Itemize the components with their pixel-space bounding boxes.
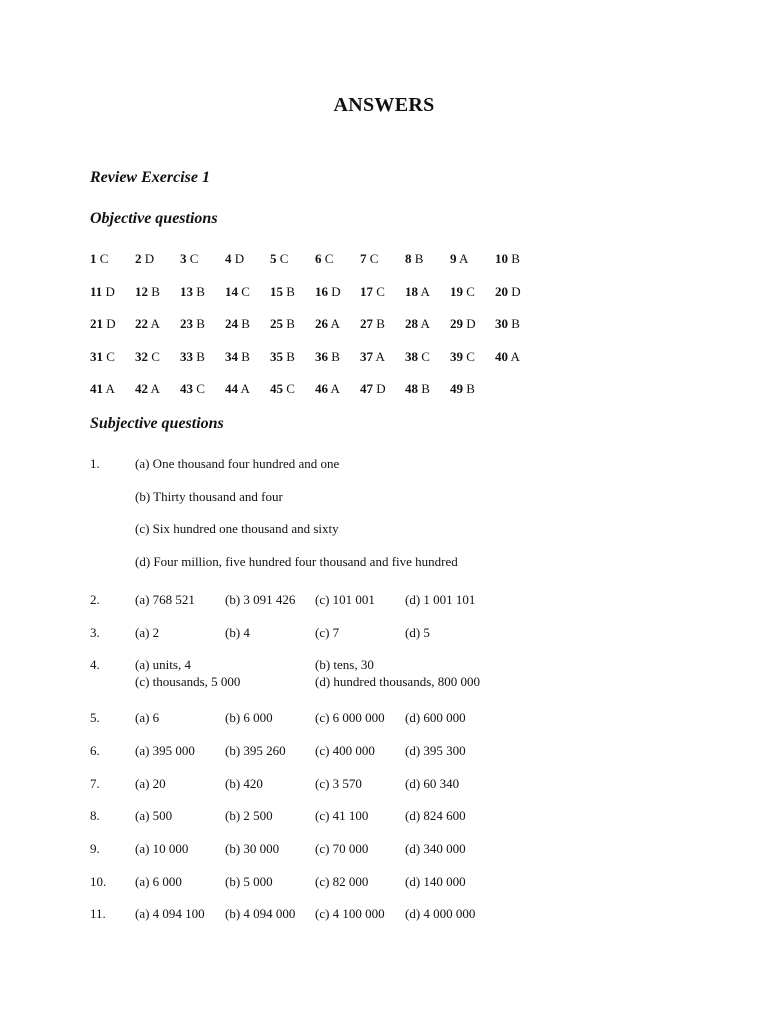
objective-answer (135, 316, 160, 332)
answer-part: (b) 5 000 (225, 874, 273, 889)
answer-letter: A (420, 316, 430, 331)
question-number: 16 (315, 284, 328, 299)
question-number: 44 (225, 381, 238, 396)
answer-letter: C (376, 284, 385, 299)
answer-part: (a) 500 (135, 808, 173, 823)
answer-part: (d) 824 600 (405, 808, 466, 823)
objective-answer (90, 381, 115, 397)
question-number: 23 (180, 316, 193, 331)
question-number: 2 (135, 251, 142, 266)
objective-answer (315, 349, 340, 365)
answer-part: (a) 768 521 (135, 592, 195, 607)
answer-letter: D (376, 381, 386, 396)
question-number: 15 (270, 284, 283, 299)
question-number: 31 (90, 349, 103, 364)
answer-letter: B (286, 316, 295, 331)
answer-letter: C (279, 251, 289, 266)
answer-letter: B (331, 349, 340, 364)
answer-part: (c) 70 000 (315, 841, 369, 856)
answer-letter: C (196, 381, 205, 396)
objective-answer (225, 349, 250, 365)
answer-part: (c) thousands, 5 000 (135, 674, 241, 689)
answer-part: (c) 4 100 000 (315, 906, 385, 921)
objective-answer (270, 251, 288, 267)
review-exercise-heading: Review Exercise 1 (90, 169, 210, 186)
question-number: 9 (450, 251, 457, 266)
answer-letter: A (105, 381, 115, 396)
answer-letter: A (150, 316, 160, 331)
question-number: 5 (270, 251, 277, 266)
question-number: 45 (270, 381, 283, 396)
answer-letter: C (241, 284, 250, 299)
answer-letter: C (189, 251, 199, 266)
question-number: 7 (360, 251, 367, 266)
subjective-questions-heading: Subjective questions (90, 415, 224, 432)
objective-answer (450, 316, 476, 332)
objective-answer (360, 349, 385, 365)
question-number: 5. (90, 710, 100, 725)
answer-part: (b) tens, 30 (315, 657, 374, 672)
objective-answer (450, 349, 475, 365)
answer-part: (b) 30 000 (225, 841, 280, 856)
question-number: 33 (180, 349, 193, 364)
objective-answer (90, 251, 108, 267)
question-number: 3. (90, 625, 100, 640)
objective-answer (180, 381, 205, 397)
answer-letter: A (150, 381, 160, 396)
answer-part: (d) hundred thousands, 800 000 (315, 674, 481, 689)
answer-letter: B (151, 284, 160, 299)
answer-part: (d) Four million, five hundred four thousand and five hundred (135, 554, 458, 569)
answer-letter: A (330, 381, 340, 396)
answer-part: (a) 10 000 (135, 841, 189, 856)
answer-part: (a) 6 000 (135, 874, 182, 889)
objective-answer (405, 284, 430, 300)
answer-part: (b) 420 (225, 776, 263, 791)
objective-answer (270, 349, 295, 365)
objective-answer (450, 251, 468, 267)
question-number: 11 (90, 284, 103, 299)
objective-answer (90, 316, 116, 332)
answer-letter: B (421, 381, 430, 396)
answer-part: (d) 60 340 (405, 776, 460, 791)
question-number: 11. (90, 906, 106, 921)
objective-answer (225, 316, 250, 332)
objective-answer (180, 284, 205, 300)
answer-part: (a) 6 (135, 710, 160, 725)
question-number: 36 (315, 349, 328, 364)
objective-answer (180, 316, 205, 332)
objective-answer (135, 381, 160, 397)
answer-part: (c) 82 000 (315, 874, 369, 889)
answer-part: (c) Six hundred one thousand and sixty (135, 521, 339, 536)
objective-answer (225, 284, 250, 300)
answer-letter: A (459, 251, 469, 266)
answer-part: (a) 2 (135, 625, 160, 640)
answer-part: (b) Thirty thousand and four (135, 489, 283, 504)
answer-letter: C (106, 349, 115, 364)
question-number: 29 (450, 316, 463, 331)
answer-letter: C (286, 381, 295, 396)
question-number: 30 (495, 316, 508, 331)
question-number: 14 (225, 284, 238, 299)
answer-letter: D (144, 251, 155, 266)
objective-questions-heading: Objective questions (90, 210, 218, 227)
objective-answer (270, 316, 295, 332)
question-number: 40 (495, 349, 508, 364)
question-number: 9. (90, 841, 100, 856)
objective-answer (360, 251, 378, 267)
objective-answer (405, 381, 430, 397)
objective-answer (225, 251, 244, 267)
answer-part: (c) 41 100 (315, 808, 369, 823)
answer-letter: B (196, 316, 205, 331)
answer-letter: A (240, 381, 250, 396)
answer-part: (c) 7 (315, 625, 340, 640)
question-number: 8. (90, 808, 100, 823)
answer-part: (a) One thousand four hundred and one (135, 456, 340, 471)
question-number: 4. (90, 657, 100, 672)
objective-answer (180, 349, 205, 365)
objective-answer (360, 381, 386, 397)
answer-letter: B (286, 349, 295, 364)
answer-part: (d) 4 000 000 (405, 906, 476, 921)
question-number: 20 (495, 284, 508, 299)
objective-answer (315, 316, 340, 332)
answer-letter: C (369, 251, 379, 266)
objective-answer (315, 251, 333, 267)
answer-letter: B (511, 316, 520, 331)
objective-answer (360, 284, 385, 300)
answer-letter: B (511, 251, 520, 266)
objective-answer (90, 349, 115, 365)
answer-letter: A (510, 349, 520, 364)
objective-answer (90, 284, 115, 300)
question-number: 24 (225, 316, 238, 331)
objective-answer (315, 284, 341, 300)
answer-letter: C (466, 284, 475, 299)
question-number: 18 (405, 284, 418, 299)
answer-letter: C (99, 251, 109, 266)
question-number: 49 (450, 381, 463, 396)
question-number: 41 (90, 381, 103, 396)
answer-letter: A (375, 349, 385, 364)
question-number: 1. (90, 456, 100, 471)
objective-answer (405, 251, 423, 267)
answer-letter: D (234, 251, 245, 266)
question-number: 42 (135, 381, 148, 396)
objective-answer (360, 316, 385, 332)
objective-answer (270, 381, 295, 397)
answer-part: (d) 1 001 101 (405, 592, 476, 607)
question-number: 10 (495, 251, 508, 266)
answer-letter: B (414, 251, 424, 266)
answer-letter: C (421, 349, 430, 364)
answer-part: (c) 101 001 (315, 592, 375, 607)
answer-letter: B (241, 316, 250, 331)
answer-letter: A (330, 316, 340, 331)
question-number: 6 (315, 251, 322, 266)
answer-part: (a) units, 4 (135, 657, 191, 672)
answer-letter: D (106, 316, 116, 331)
answer-letter: B (376, 316, 385, 331)
question-number: 19 (450, 284, 463, 299)
answer-part: (d) 600 000 (405, 710, 466, 725)
question-number: 32 (135, 349, 148, 364)
objective-answer (495, 316, 520, 332)
answer-part: (d) 5 (405, 625, 430, 640)
question-number: 27 (360, 316, 373, 331)
answer-part: (b) 395 260 (225, 743, 286, 758)
answer-part: (c) 6 000 000 (315, 710, 385, 725)
answer-letter: B (466, 381, 475, 396)
objective-answer (135, 284, 160, 300)
question-number: 4 (225, 251, 232, 266)
question-number: 2. (90, 592, 100, 607)
objective-answer (450, 381, 475, 397)
question-number: 21 (90, 316, 103, 331)
objective-answer (405, 349, 430, 365)
question-number: 3 (180, 251, 187, 266)
objective-answer (495, 284, 521, 300)
question-number: 48 (405, 381, 418, 396)
objective-answer (135, 251, 154, 267)
answer-part: (b) 6 000 (225, 710, 273, 725)
question-number: 1 (90, 251, 97, 266)
answer-letter: D (331, 284, 341, 299)
answer-letter: B (196, 349, 205, 364)
question-number: 35 (270, 349, 283, 364)
objective-answer (225, 381, 250, 397)
question-number: 12 (135, 284, 148, 299)
question-number: 28 (405, 316, 418, 331)
question-number: 8 (405, 251, 412, 266)
answer-part: (b) 4 (225, 625, 250, 640)
objective-answer (495, 251, 520, 267)
objective-answer (450, 284, 475, 300)
question-number: 13 (180, 284, 193, 299)
answer-part: (b) 2 500 (225, 808, 273, 823)
page-title: ANSWERS (333, 94, 435, 116)
question-number: 26 (315, 316, 328, 331)
answer-part: (b) 3 091 426 (225, 592, 296, 607)
question-number: 39 (450, 349, 463, 364)
objective-answer (180, 251, 198, 267)
objective-answer (270, 284, 295, 300)
answer-part: (a) 20 (135, 776, 166, 791)
answer-part: (d) 140 000 (405, 874, 466, 889)
answer-part: (d) 395 300 (405, 743, 466, 758)
question-number: 10. (90, 874, 107, 889)
question-number: 37 (360, 349, 373, 364)
question-number: 34 (225, 349, 238, 364)
answer-part: (a) 395 000 (135, 743, 195, 758)
question-number: 43 (180, 381, 193, 396)
objective-answer (405, 316, 430, 332)
question-number: 17 (360, 284, 373, 299)
question-number: 47 (360, 381, 373, 396)
objective-answer (135, 349, 160, 365)
answer-part: (c) 3 570 (315, 776, 362, 791)
question-number: 38 (405, 349, 418, 364)
answer-letter: D (466, 316, 476, 331)
answer-letter: A (420, 284, 430, 299)
answer-letter: C (466, 349, 475, 364)
answer-letter: C (324, 251, 334, 266)
answer-letter: D (511, 284, 521, 299)
question-number: 6. (90, 743, 100, 758)
objective-answer (495, 349, 520, 365)
answer-letter: B (196, 284, 205, 299)
answer-letter: B (286, 284, 295, 299)
question-number: 25 (270, 316, 283, 331)
answer-part: (b) 4 094 000 (225, 906, 296, 921)
answer-letter: B (241, 349, 250, 364)
question-number: 22 (135, 316, 148, 331)
answer-letter: C (151, 349, 160, 364)
answer-part: (d) 340 000 (405, 841, 466, 856)
question-number: 7. (90, 776, 100, 791)
answer-letter: D (105, 284, 115, 299)
objective-answer (315, 381, 340, 397)
answer-part: (a) 4 094 100 (135, 906, 205, 921)
question-number: 46 (315, 381, 328, 396)
answer-part: (c) 400 000 (315, 743, 375, 758)
